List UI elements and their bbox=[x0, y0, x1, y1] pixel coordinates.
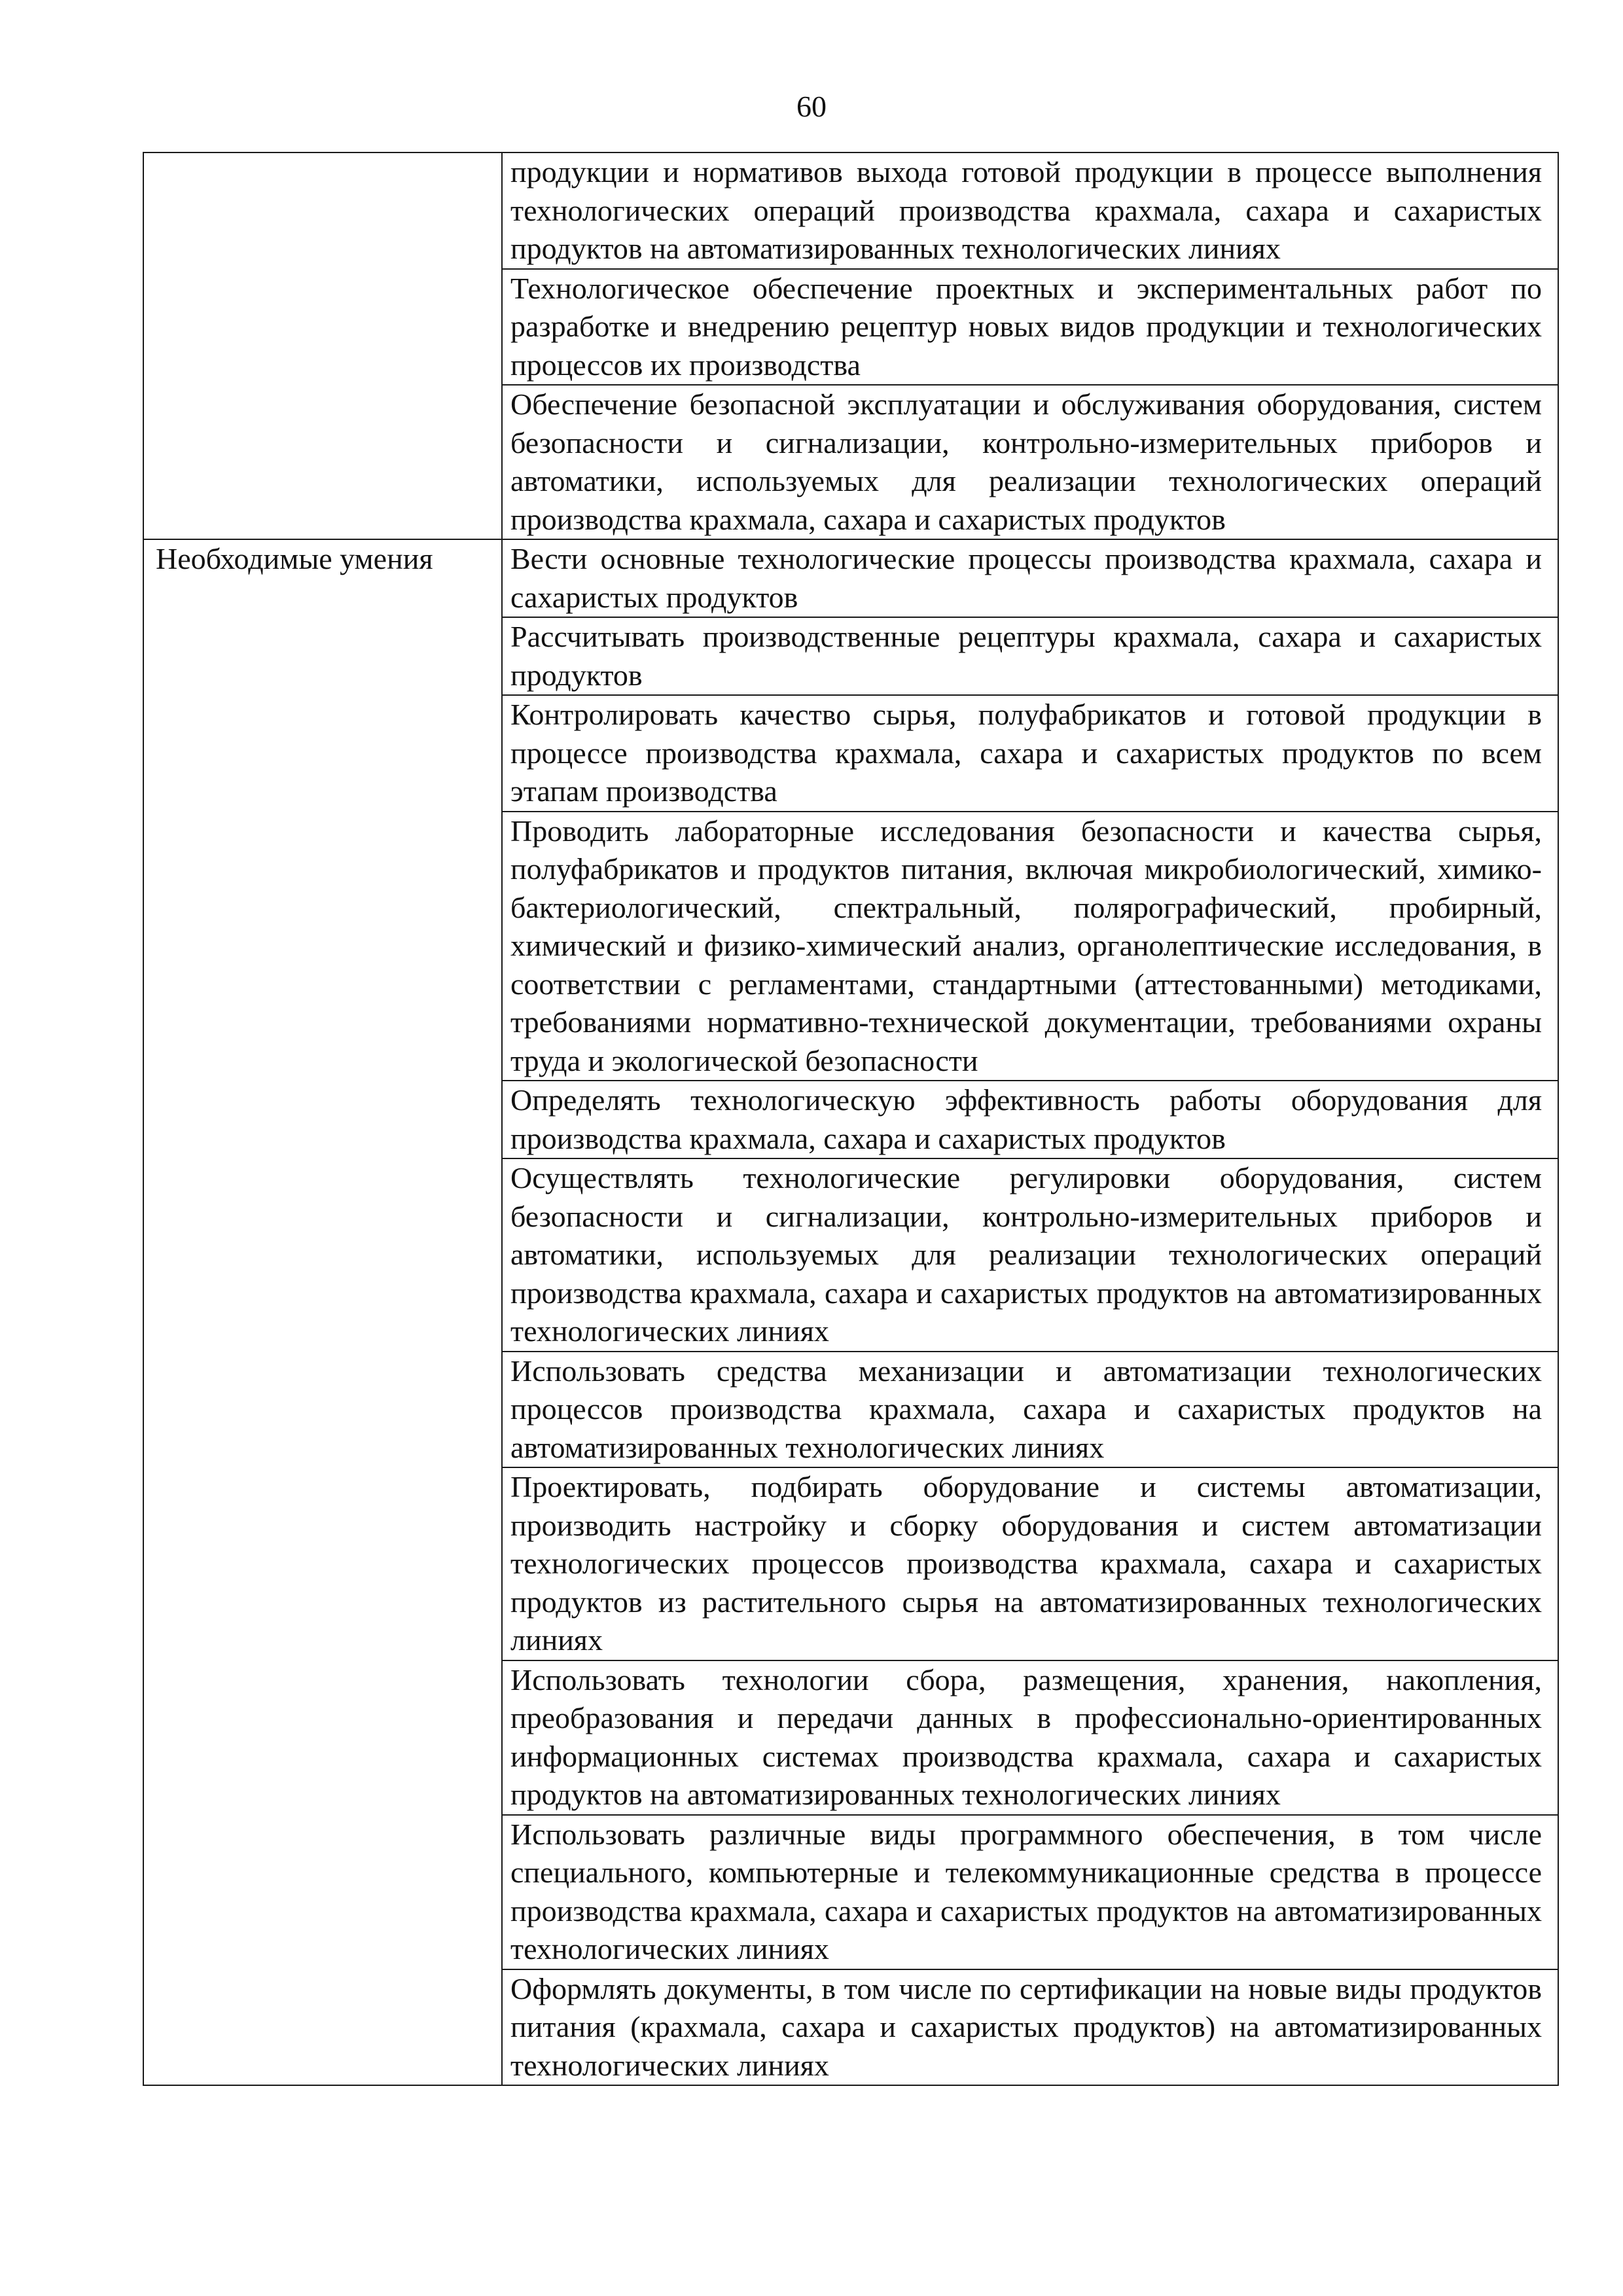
table-cell: Использовать различные виды программного обеспечения, в том числе специального, компьютерные и телекоммуникационные средства в процессе производства крахмала, сахара и сахаристых продуктов на автоматизированных технологических линиях bbox=[502, 1815, 1558, 1969]
page-number: 60 bbox=[796, 90, 827, 123]
table-cell: Контролировать качество сырья, полуфабрикатов и готовой продукции в процессе производства крахмала, сахара и сахаристых продуктов по всем этапам производства bbox=[502, 695, 1558, 812]
table-cell: Оформлять документы, в том числе по сертификации на новые виды продуктов питания (крахмала, сахара и сахаристых продуктов) на автоматизированных технологических линиях bbox=[502, 1969, 1558, 2086]
table-row bbox=[143, 539, 1558, 617]
table-cell: Осуществлять технологические регулировки оборудования, систем безопасности и сигнализации, контрольно-измерительных приборов и автоматики, используемых для реализации технологических операций производства крахмала, сахара и сахаристых продуктов на автоматизированных технологических линиях bbox=[502, 1158, 1558, 1352]
continued-group-label bbox=[143, 152, 502, 539]
table-row bbox=[143, 152, 1558, 269]
table-cell: продукции и нормативов выхода готовой продукции в процессе выполнения технологических операций производства крахмала, сахара и сахаристых продуктов на автоматизированных технологических линиях bbox=[502, 152, 1558, 269]
requirements-table bbox=[143, 152, 1559, 2086]
table-cell: Рассчитывать производственные рецептуры крахмала, сахара и сахаристых продуктов bbox=[502, 617, 1558, 695]
table-cell: Использовать средства механизации и автоматизации технологических процессов производства крахмала, сахара и сахаристых продуктов на автоматизированных технологических линиях bbox=[502, 1352, 1558, 1468]
table-cell: Проектировать, подбирать оборудование и системы автоматизации, производить настройку и сборку оборудования и систем автоматизации технологических процессов производства крахмала, сахара и сахаристых продуктов из растительного сырья на автоматизированных технологических линиях bbox=[502, 1467, 1558, 1660]
table-cell: Технологическое обеспечение проектных и экспериментальных работ по разработке и внедрению рецептур новых видов продукции и технологических процессов их производства bbox=[502, 269, 1558, 386]
table-cell: Проводить лабораторные исследования безопасности и качества сырья, полуфабрикатов и продуктов питания, включая микробиологический, химико-бактериологический, спектральный, полярографический, пробирный, химический и физико-химический анализ, органолептические исследования, в соответствии с регламентами, стандартными (аттестованными) методиками, требованиями нормативно-технической документации, требованиями охраны труда и экологической безопасности bbox=[502, 812, 1558, 1081]
table-cell: Использовать технологии сбора, размещения, хранения, накопления, преобразования и передачи данных в профессионально-ориентированных информационных системах производства крахмала, сахара и сахаристых продуктов на автоматизированных технологических линиях bbox=[502, 1660, 1558, 1815]
table-cell: Вести основные технологические процессы производства крахмала, сахара и сахаристых продуктов bbox=[502, 539, 1558, 617]
table-cell: Обеспечение безопасной эксплуатации и обслуживания оборудования, систем безопасности и сигнализации, контрольно-измерительных приборов и автоматики, используемых для реализации технологических операций производства крахмала, сахара и сахаристых продуктов bbox=[502, 385, 1558, 539]
skills-group-label: Необходимые умения bbox=[143, 539, 502, 2085]
table-cell: Определять технологическую эффективность работы оборудования для производства крахмала, сахара и сахаристых продуктов bbox=[502, 1081, 1558, 1158]
